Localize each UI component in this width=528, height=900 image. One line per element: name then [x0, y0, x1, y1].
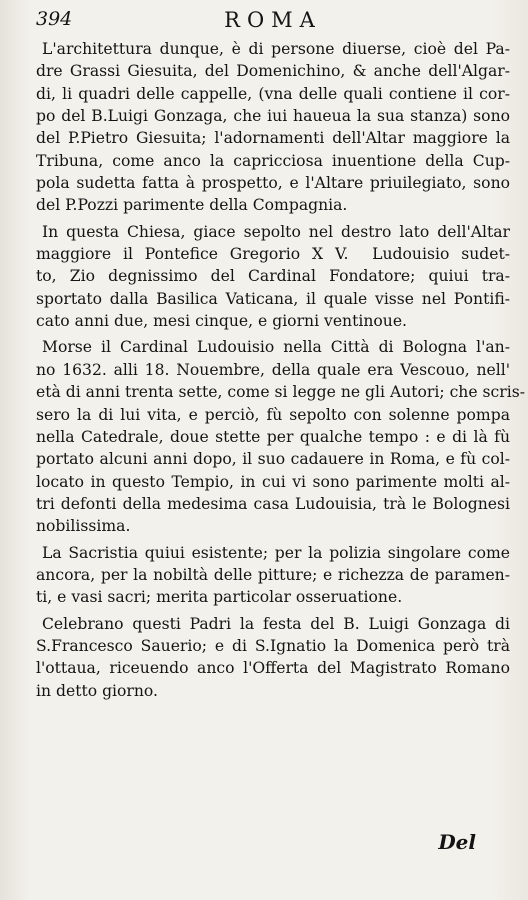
text-line: maggiore il Pontefice Gregorio X V. Ludouisio sudet-: [36, 245, 510, 264]
page-number: 394: [36, 8, 73, 30]
text-line: ti, e vasi sacri; merita particolar osseruatione.: [36, 588, 403, 607]
text-line: in detto giorno.: [36, 681, 159, 700]
text-line: Celebrano questi Padri la festa del B. Luigi Gonzaga di: [42, 614, 510, 633]
text-line: nobilissima.: [36, 517, 131, 536]
text-line: L'architettura dunque, è di persone diuerse, cioè del Pa-: [42, 40, 510, 58]
text-line: età di anni trenta sette, come si legge ne gli Autori; che scris-: [36, 383, 525, 402]
text-line: sero la di lui vita, e perciò, fù sepolto con solenne pompa: [36, 405, 510, 424]
text-line: Morse il Cardinal Ludouisio nella Città di Bologna l'an-: [42, 338, 510, 357]
text-line: ancora, per la nobiltà delle pitture; e richezza de paramen-: [36, 565, 510, 584]
paragraph: [36, 221, 510, 333]
text-line: locato in questo Tempio, in cui vi sono parimente molti al-: [36, 472, 510, 491]
paragraph: [36, 38, 510, 217]
running-head: [36, 8, 510, 38]
text-line: no 1632. alli 18. Nouembre, della quale era Vescouo, nell': [36, 360, 510, 379]
text-line: tri defonti della medesima casa Ludouisia, trà le Bolognesi: [36, 494, 510, 513]
text-line: S.Francesco Sauerio; e di S.Ignatio la Domenica però trà: [36, 636, 510, 655]
text-line: po del B.Luigi Gonzaga, che iui haueua la sua stanza) sono: [36, 107, 510, 126]
text-line: l'ottaua, riceuendo anco l'Offerta del Magistrato Romano: [36, 659, 510, 678]
text-line: pola sudetta fatta à prospetto, e l'Altare priuilegiato, sono: [36, 174, 510, 193]
text-line: La Sacristia quiui esistente; per la polizia singolare come: [42, 543, 510, 562]
text-line: to, Zio degnissimo del Cardinal Fondatore; quiui tra-: [36, 267, 510, 286]
text-line: del P.Pozzi parimente della Compagnia.: [36, 196, 348, 215]
text-line: sportato dalla Basilica Vaticana, il quale visse nel Pontifi-: [36, 289, 510, 308]
text-line: del P.Pietro Giesuita; l'adornamenti dell'Altar maggiore la: [36, 129, 510, 148]
paragraph: [36, 336, 525, 537]
body-text: [36, 38, 525, 702]
text-line: dre Grassi Giesuita, del Domenichino, & anche dell'Algar-: [36, 62, 510, 81]
text-line: cato anni due, mesi cinque, e giorni ventinoue.: [36, 312, 408, 331]
paragraph: [36, 613, 510, 702]
catchword: Del: [438, 830, 476, 854]
text-line: portato alcuni anni dopo, il suo cadauere in Roma, e fù col-: [36, 450, 510, 469]
text-line: In questa Chiesa, giace sepolto nel destro lato dell'Altar: [42, 222, 510, 241]
paragraph: [36, 542, 510, 609]
running-title: ROMA: [224, 8, 322, 32]
text-line: di, li quadri delle cappelle, (vna delle quali contiene il cor-: [36, 84, 510, 103]
text-line: nella Catedrale, doue stette per qualche tempo : e di là fù: [36, 427, 510, 446]
text-line: Tribuna, come anco la capricciosa inuentione della Cup-: [36, 151, 510, 170]
